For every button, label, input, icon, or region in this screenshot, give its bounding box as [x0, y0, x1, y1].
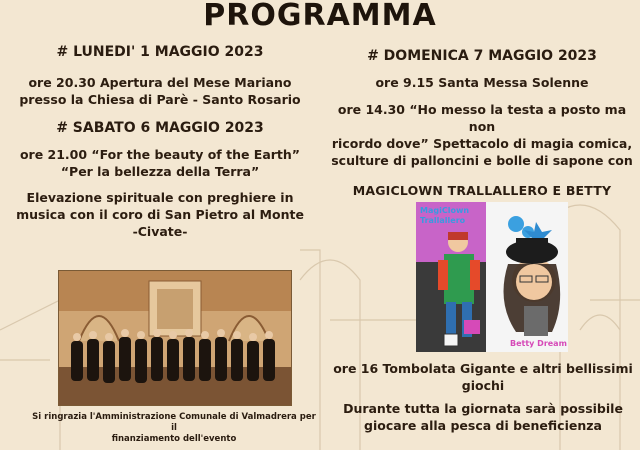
page-title: PROGRAMMA	[203, 0, 437, 33]
clown-photo-label: MagiClown	[420, 206, 470, 215]
left-column	[10, 44, 310, 240]
thanks-line: finanziamento dell'evento	[111, 434, 237, 444]
betty-photo-label: Betty Dream	[510, 339, 567, 348]
show-line: ore 14.30 “Ho messo la testa a posto ma non	[337, 102, 627, 134]
mass-line: ore 9.15 Santa Messa Solenne	[375, 75, 589, 90]
day2-line: ore 21.00 “For the beauty of the Earth”	[19, 147, 301, 162]
day2-heading: # SABATO 6 MAGGIO 2023	[56, 120, 264, 136]
tombola-line: ore 16 Tombolata Gigante e altri bellissimi	[333, 361, 633, 376]
day2-desc: musica con il coro di San Pietro al Monte	[16, 207, 304, 222]
day3-heading: # DOMENICA 7 MAGGIO 2023	[367, 48, 597, 64]
day2-desc: -Civate-	[132, 224, 188, 239]
day2-line: “Per la bellezza della Terra”	[60, 164, 260, 179]
choir-photo	[58, 270, 292, 406]
day1-line: ore 20.30 Apertura del Mese Mariano	[28, 75, 292, 90]
thanks-line: Si ringrazia l'Amministrazione Comunale di Valmadrera per il	[32, 412, 316, 433]
day1-line: presso la Chiesa di Parè - Santo Rosario	[19, 92, 301, 107]
thanks-note	[28, 412, 320, 445]
day1-heading: # LUNEDI' 1 MAGGIO 2023	[56, 44, 264, 60]
day2-desc: Elevazione spirituale con preghiere in	[26, 190, 294, 205]
clown-photo-label: Trallallero	[420, 216, 466, 225]
performers-line: MAGICLOWN TRALLALLERO E BETTY	[352, 182, 612, 198]
show-line: sculture di palloncini e bolle di sapone con	[331, 153, 633, 168]
tombola-line: giochi	[461, 378, 505, 393]
tombola-block	[330, 360, 636, 434]
closing-line: Durante tutta la giornata sarà possibile	[343, 401, 623, 416]
clown-photo	[416, 202, 568, 352]
closing-line: giocare alla pesca di beneficienza	[364, 418, 602, 433]
show-line: ricordo dove” Spettacolo di magia comica,	[331, 136, 633, 151]
